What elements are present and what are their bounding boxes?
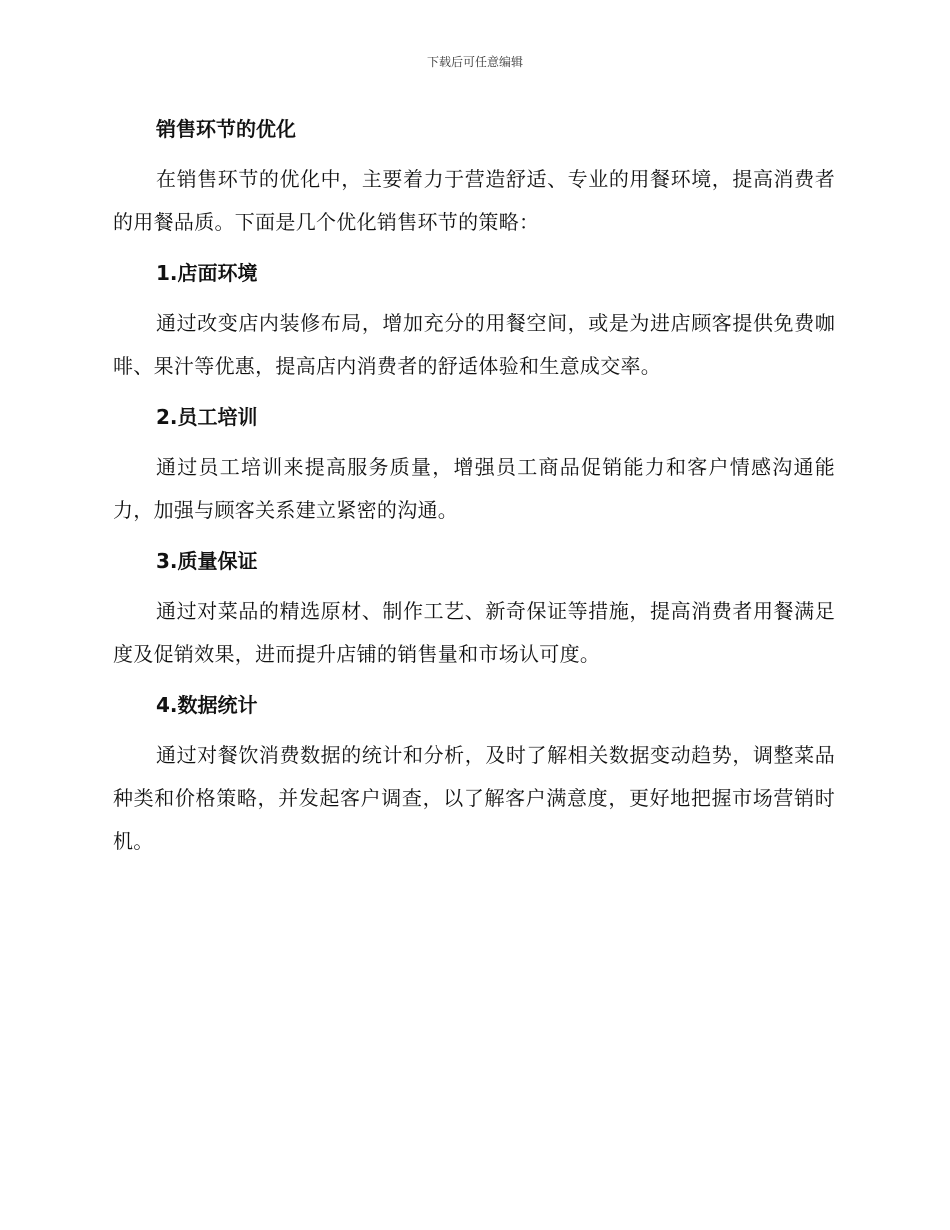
section-body: 通过对菜品的精选原材、制作工艺、新奇保证等措施，提高消费者用餐满足度及促销效果，进而提升店铺的销售量和市场认可度。: [113, 599, 835, 666]
section-heading: 1.店面环境: [156, 261, 258, 285]
header-note: 下载后可任意编辑: [426, 55, 523, 69]
section-staff-training: [113, 400, 835, 532]
section-heading: 3.质量保证: [156, 549, 258, 573]
section-quality-assurance: [113, 544, 835, 676]
section-heading: 2.员工培训: [156, 405, 258, 429]
document-content: [113, 112, 835, 875]
intro-paragraph: 在销售环节的优化中，主要着力于营造舒适、专业的用餐环境，提高消费者的用餐品质。下面是几个优化销售环节的策略：: [113, 167, 835, 234]
section-body: 通过员工培训来提高服务质量，增强员工商品促销能力和客户情感沟通能力，加强与顾客关系建立紧密的沟通。: [113, 455, 835, 522]
section-body: 通过对餐饮消费数据的统计和分析，及时了解相关数据变动趋势，调整菜品种类和价格策略，并发起客户调查，以了解客户满意度，更好地把握市场营销时机。: [113, 743, 835, 853]
section-data-statistics: [113, 688, 835, 863]
document-title: 销售环节的优化: [156, 117, 296, 141]
section-heading: 4.数据统计: [156, 693, 258, 717]
section-store-environment: [113, 256, 835, 388]
section-body: 通过改变店内装修布局，增加充分的用餐空间，或是为进店顾客提供免费咖啡、果汁等优惠，提高店内消费者的舒适体验和生意成交率。: [113, 311, 835, 378]
